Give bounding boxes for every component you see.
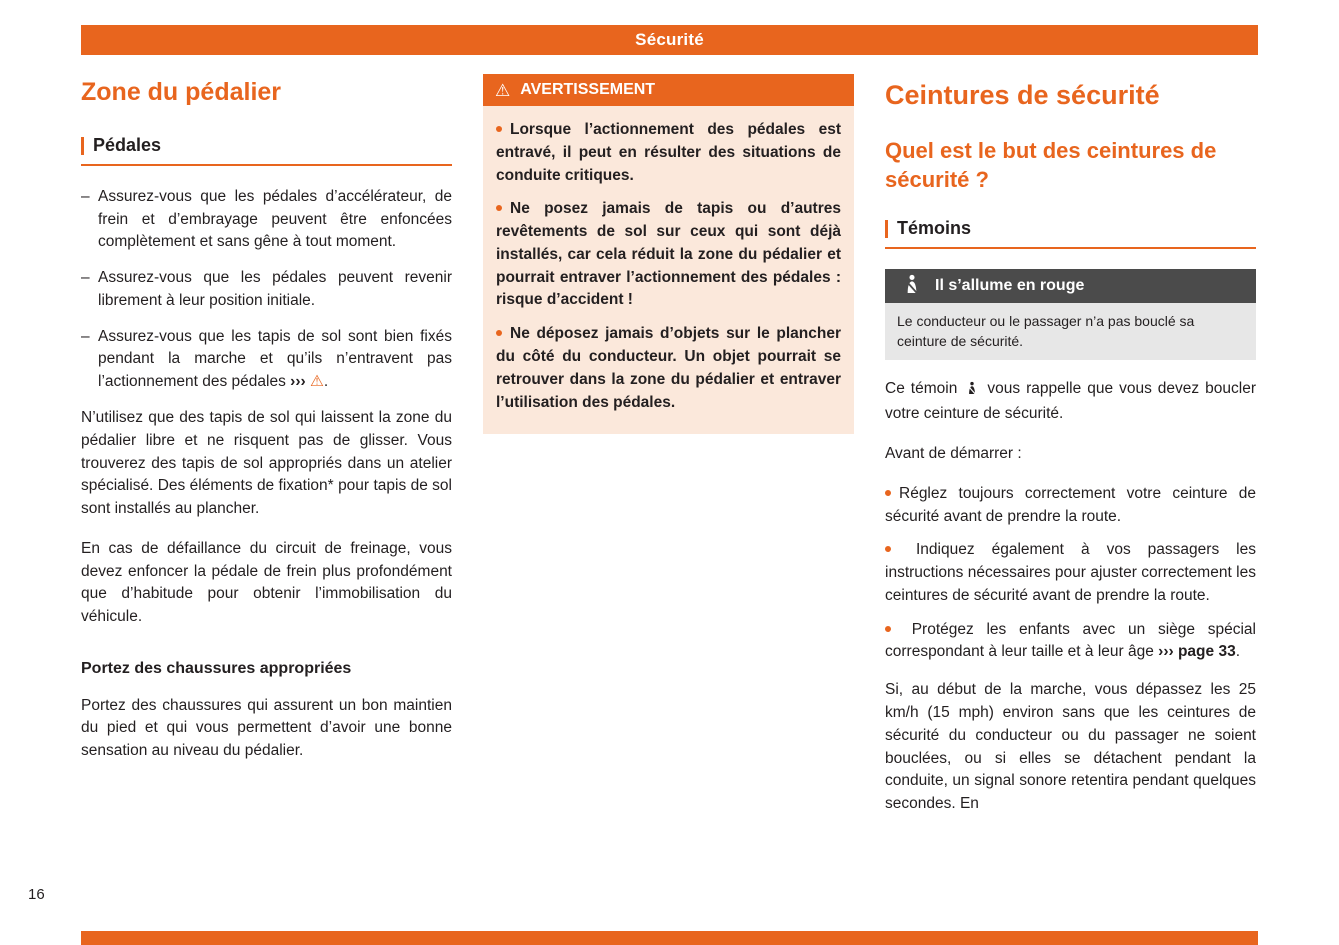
bullet-item (885, 539, 1256, 607)
paragraph-before-start: Avant de démarrer : (885, 444, 1022, 462)
page-number: 16 (28, 886, 45, 903)
crossref-arrows: ››› (290, 373, 306, 391)
footer-bar (81, 931, 1258, 945)
warning-item: Ne déposez jamais d’objets sur le plancher du côté du conducteur. Un objet pourrait se retrouver dans la zone du pédalier et entraver l’utilisation des pédales. (496, 323, 841, 414)
warning-item: Lorsque l’actionnement des pédales est entravé, il peut en résulter des situations de conduite critiques. (496, 119, 841, 187)
warning-title: AVERTISSEMENT (520, 81, 656, 98)
page-content (81, 74, 1258, 833)
indicator-header-label: Il s’allume en rouge (935, 277, 1085, 295)
warning-box (483, 74, 854, 434)
column-warning (483, 74, 854, 833)
seatbelt-warning-icon-inline (966, 380, 978, 403)
subsection-header-pedales (81, 135, 452, 166)
bullet-item: Réglez toujours correctement votre ceinture de sécurité avant de prendre la route. (885, 483, 1256, 529)
bullet-item-text: Indiquez également à vos passagers les instructions nécessaires pour ajuster correctement les ceintures de sécurité avant de prendre la route. (885, 541, 1256, 604)
crossref-arrows: ››› (1158, 643, 1174, 661)
list-item (81, 267, 452, 313)
column-seatbelts (885, 74, 1256, 833)
subheading-chaussures: Portez des chaussures appropriées (81, 660, 352, 678)
subsection-label: Pédales (93, 134, 162, 155)
paragraph: Portez des chaussures qui assurent un bon maintien du pied et qui vous permettent d’avoir une bonne sensation au niveau du pédalier. (81, 696, 452, 760)
subsection-header-temoins (885, 218, 1256, 249)
paragraph: N’utilisez que des tapis de sol qui laissent la zone du pédalier libre et ne risquent pas de glisser. Vous trouverez des tapis de sol appropriés dans un atelier spécialisé. Des éléments de fixation* pour tapis de sol sont installés au plancher. (81, 409, 452, 518)
bullet-item-text: Protégez les enfants avec un siège spécial correspondant à leur taille et à leur âge (885, 620, 1256, 661)
section-title-ceintures: Ceintures de sécurité (885, 80, 1160, 110)
indicator-description: Le conducteur ou le passager n’a pas bouclé sa ceinture de sécurité. (885, 303, 1256, 360)
paragraph-closing: Si, au début de la marche, vous dépassez les 25 km/h (15 mph) environ sans que les ceintures de sécurité du conducteur ou du passager ne soient bouclées, ou si elles se détachent pendant la conduite, un signal sonore retentira pendant quelques secondes. En (885, 681, 1256, 813)
list-item (81, 186, 452, 254)
reminder-text-after: vous rappelle que vous devez boucler votre ceinture de sécurité. (885, 380, 1256, 423)
bullet-item-suffix: . (1235, 643, 1241, 661)
warning-item: Ne posez jamais de tapis ou d’autres revêtements de sol sur ceux qui sont déjà installés, car cela réduit la zone du pédalier et pourrait entraver l’actionnement des pédales : risque d’accident ! (496, 198, 841, 312)
reminder-text-before: Ce témoin (885, 380, 958, 398)
list-item-text: Assurez-vous que les tapis de sol sont bien fixés pendant la marche et qu’ils n’entravent pas l’actionnement des pédales (98, 327, 452, 391)
warning-box-header (483, 74, 854, 106)
seatbelt-warning-icon (903, 274, 921, 299)
warning-triangle-icon: ⚠ (309, 373, 324, 391)
section-subtitle-but-ceintures: Quel est le but des ceintures de sécurité ? (885, 138, 1217, 192)
bullet-item (885, 619, 1256, 665)
column-pedal-area (81, 74, 452, 833)
indicator-header (885, 269, 1256, 303)
page-header-bar (81, 25, 1258, 55)
list-item-text: Assurez-vous que les pédales peuvent revenir librement à leur position initiale. (98, 269, 452, 309)
list-item (81, 326, 452, 394)
section-title-zone-du-pedalier: Zone du pédalier (81, 78, 282, 106)
paragraph-reminder (885, 378, 1256, 426)
warning-triangle-icon: ⚠ (495, 80, 511, 100)
subsection-label: Témoins (897, 218, 972, 239)
page-33-crossref: page 33 (1177, 643, 1236, 661)
warning-box-body (483, 106, 854, 434)
paragraph: En cas de défaillance du circuit de freinage, vous devez enfoncer la pédale de frein plus profondément que d’habitude pour obtenir l’immobilisation du véhicule. (81, 539, 452, 626)
page-header-title: Sécurité (635, 30, 704, 49)
list-item-suffix: . (323, 373, 329, 391)
list-item-text: Assurez-vous que les pédales d’accélérateur, de frein et d’embrayage peuvent être enfoncées complètement et sans gêne à tout moment. (98, 187, 452, 251)
